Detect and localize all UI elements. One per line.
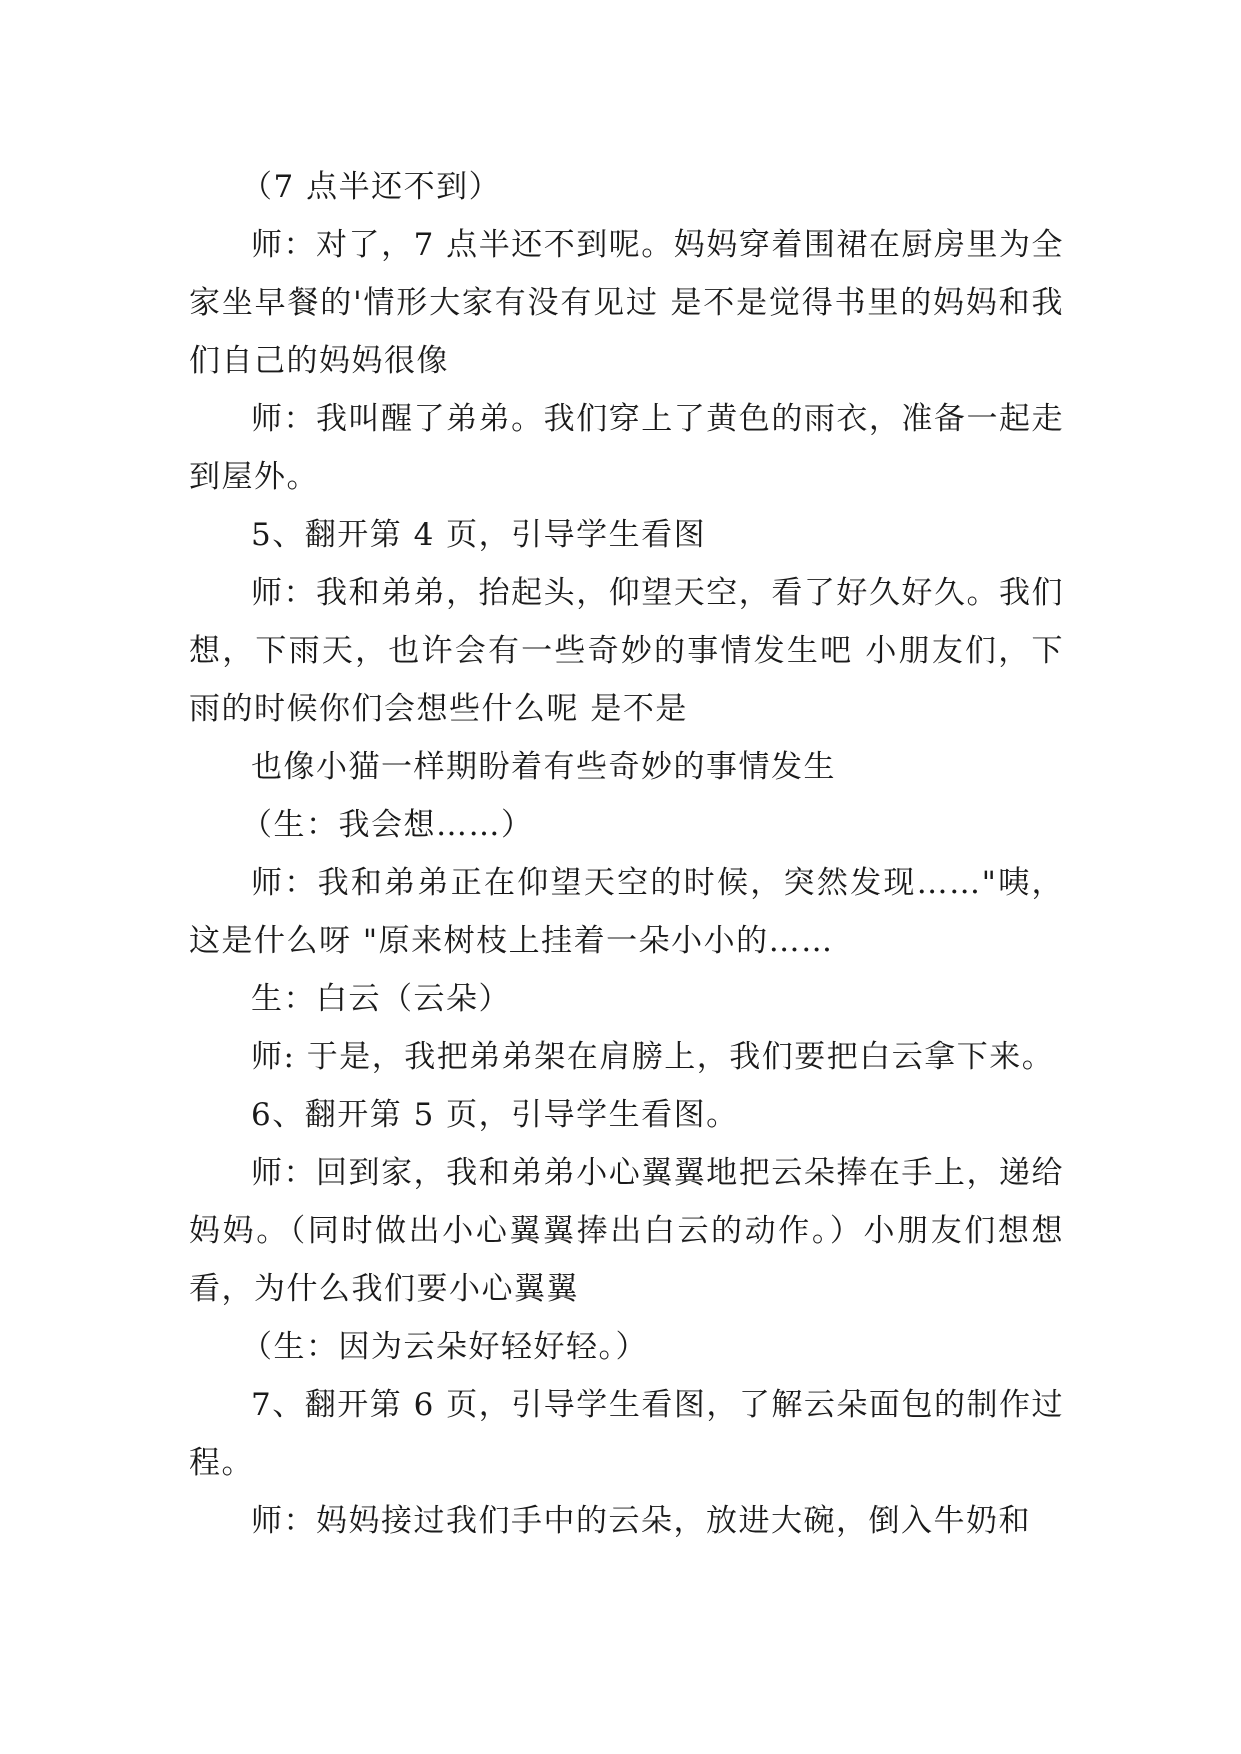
paragraph: （生：因为云朵好轻好轻。） bbox=[241, 1329, 648, 1365]
paragraph: 师：我和弟弟正在仰望天空的时候，突然发现……"咦，这是什么呀 "原来树枝上挂着一朵小小的…… bbox=[189, 865, 1064, 959]
paragraph: （生：我会想……） bbox=[241, 807, 534, 843]
paragraph: 生：白云（云朵） bbox=[251, 981, 511, 1017]
paragraph: 师：妈妈接过我们手中的云朵，放进大碗，倒入牛奶和 bbox=[251, 1503, 1031, 1539]
paragraph: 师：我和弟弟，抬起头，仰望天空，看了好久好久。我们想，下雨天，也许会有一些奇妙的事情发生吧 小朋友们，下雨的时候你们会想些什么呢 是不是 bbox=[189, 575, 1064, 727]
paragraph: （7 点半还不到） bbox=[241, 169, 502, 205]
paragraph: 5、翻开第 4 页，引导学生看图 bbox=[251, 517, 707, 553]
paragraph: 师: 于是，我把弟弟架在肩膀上，我们要把白云拿下来。 bbox=[251, 1039, 1055, 1075]
paragraph: 师：回到家，我和弟弟小心翼翼地把云朵捧在手上，递给妈妈。（同时做出小心翼翼捧出白云的动作。）小朋友们想想看，为什么我们要小心翼翼 bbox=[189, 1155, 1064, 1307]
paragraph: 师：我叫醒了弟弟。我们穿上了黄色的雨衣，准备一起走到屋外。 bbox=[189, 401, 1064, 495]
paragraph: 师：对了，7 点半还不到呢。妈妈穿着围裙在厨房里为全家坐早餐的'情形大家有没有见过 是不是觉得书里的妈妈和我们自己的妈妈很像 bbox=[189, 227, 1064, 379]
document-body bbox=[189, 158, 1064, 1550]
paragraph: 7、翻开第 6 页，引导学生看图，了解云朵面包的制作过程。 bbox=[189, 1387, 1064, 1481]
paragraph: 6、翻开第 5 页，引导学生看图。 bbox=[251, 1097, 739, 1133]
paragraph: 也像小猫一样期盼着有些奇妙的事情发生 bbox=[251, 749, 836, 785]
